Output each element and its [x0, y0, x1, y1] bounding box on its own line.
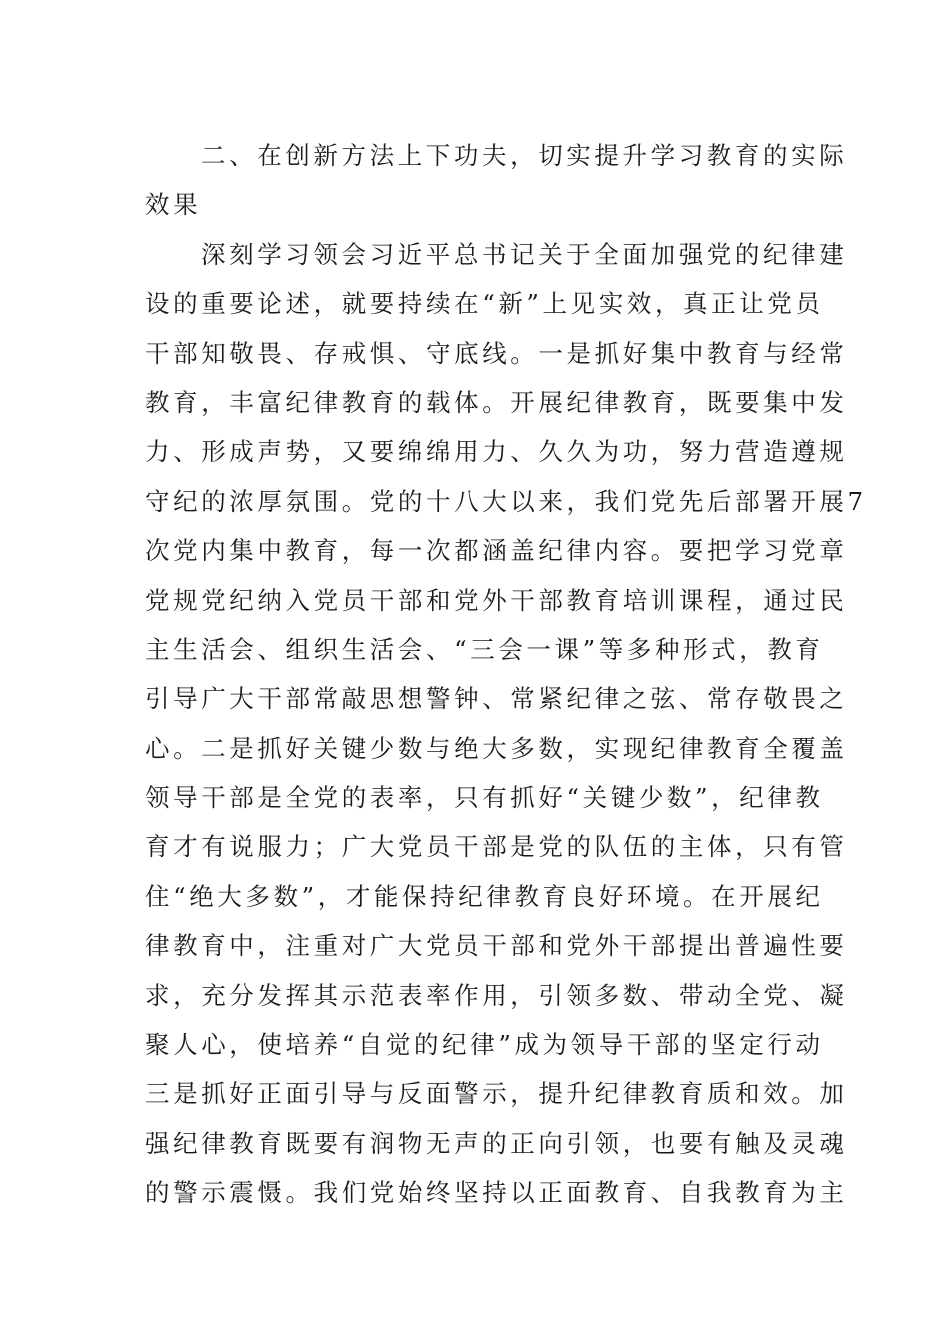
- document-body: [145, 131, 867, 1218]
- paragraph-line: 的警示震慑。我们党始终坚持以正面教育、自我教育为主: [145, 1178, 848, 1208]
- paragraph-line: 干部知敬畏、存戒惧、守底线。一是抓好集中教育与经常: [145, 338, 848, 368]
- paragraph-line: 设的重要论述，就要持续在“新”上见实效，真正让党员: [145, 289, 824, 319]
- paragraph-line: 强纪律教育既要有润物无声的正向引领，也要有触及灵魂: [145, 1128, 848, 1158]
- paragraph-line: 心。二是抓好关键少数与绝大多数，实现纪律教育全覆盖: [145, 733, 848, 763]
- paragraph-line: 党规党纪纳入党员干部和党外干部教育培训课程，通过民: [145, 585, 848, 615]
- paragraph-line: 力、形成声势，又要绵绵用力、久久为功，努力营造遵规: [145, 437, 848, 467]
- paragraph-line: 住“绝大多数”，才能保持纪律教育良好环境。在开展纪: [145, 881, 824, 911]
- paragraph-line: 主生活会、组织生活会、“三会一课”等多种形式，教育: [145, 634, 824, 664]
- paragraph-line: 求，充分发挥其示范表率作用，引领多数、带动全党、凝: [145, 980, 848, 1010]
- paragraph-line: 次党内集中教育，每一次都涵盖纪律内容。要把学习党章: [145, 536, 848, 566]
- paragraph-line: 三是抓好正面引导与反面警示，提升纪律教育质和效。加: [145, 1079, 848, 1109]
- section-heading-line-1: 二、在创新方法上下功夫，切实提升学习教育的实际: [201, 141, 848, 170]
- section-heading-line-2: 效果: [145, 190, 202, 220]
- paragraph-line: 领导干部是全党的表率，只有抓好“关键少数”，纪律教: [145, 783, 824, 813]
- paragraph-line: 聚人心，使培养“自觉的纪律”成为领导干部的坚定行动: [145, 1030, 824, 1060]
- paragraph-line: 引导广大干部常敲思想警钟、常紧纪律之弦、常存敬畏之: [145, 684, 848, 714]
- paragraph-line: 律教育中，注重对广大党员干部和党外干部提出普遍性要: [145, 931, 848, 961]
- paragraph-line: 教育，丰富纪律教育的载体。开展纪律教育，既要集中发: [145, 387, 848, 417]
- paragraph-line: 守纪的浓厚氛围。党的十八大以来，我们党先后部署开展7: [145, 486, 867, 516]
- paragraph-line: 深刻学习领会习近平总书记关于全面加强党的纪律建: [201, 239, 848, 269]
- paragraph-line: 育才有说服力；广大党员干部是党的队伍的主体，只有管: [145, 832, 848, 862]
